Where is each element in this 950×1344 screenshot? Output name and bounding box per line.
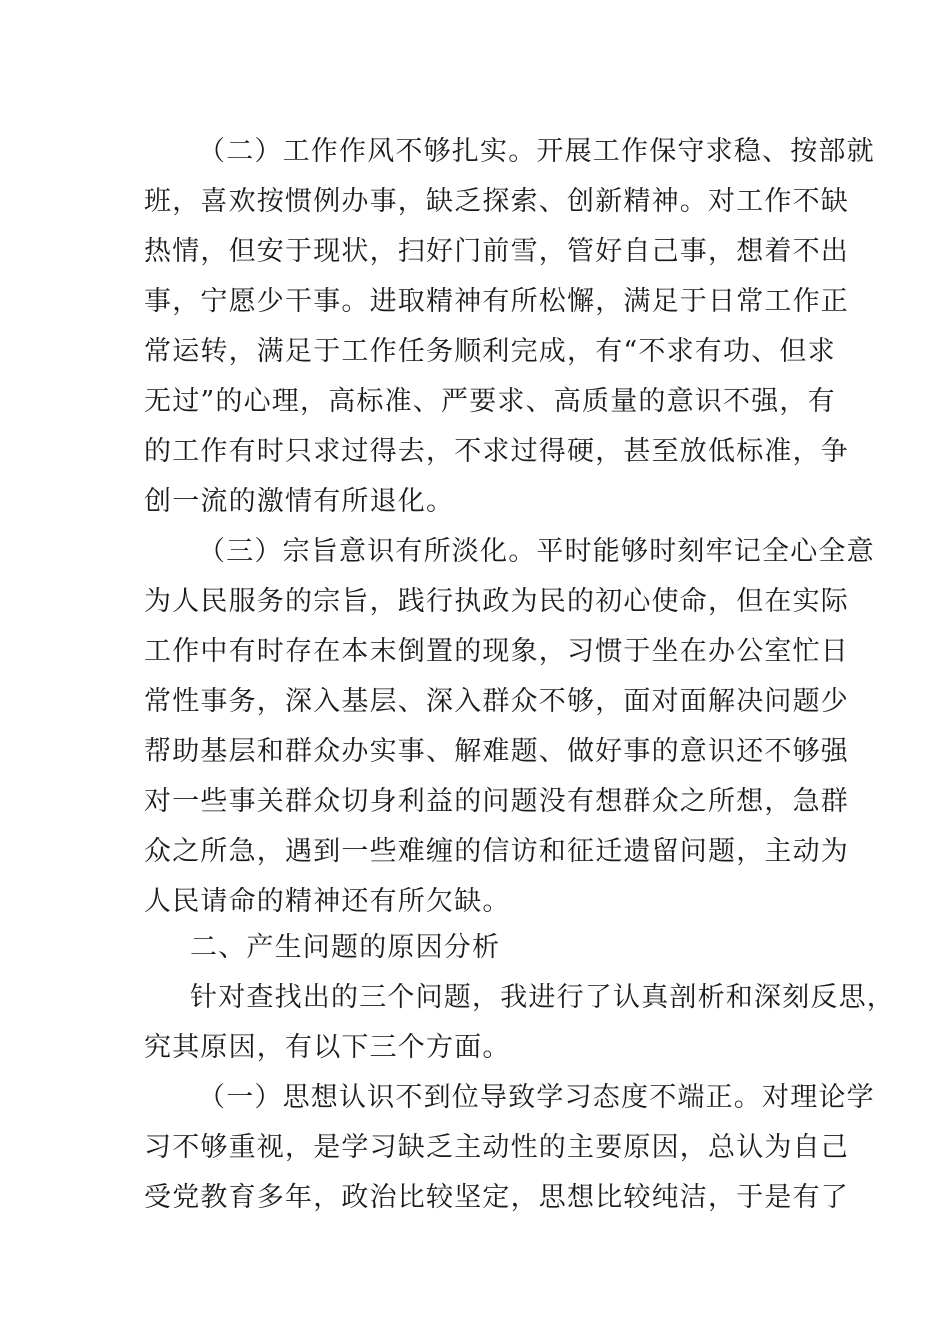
paragraph-line: 常性事务，深入基层、深入群众不够，面对面解决问题少 [144, 686, 849, 717]
paragraph-line: 人民请命的精神还有所欠缺。 [144, 886, 511, 917]
paragraph-line: 究其原因，有以下三个方面。 [144, 1032, 511, 1063]
paragraph-line: 创一流的激情有所退化。 [144, 486, 455, 517]
paragraph-line: 众之所急，遇到一些难缠的信访和征迁遗留问题，主动为 [144, 836, 849, 867]
paragraph-line: （一）思想认识不到位导致学习态度不端正。对理论学 [198, 1082, 875, 1113]
paragraph-line: 对一些事关群众切身利益的问题没有想群众之所想，急群 [144, 786, 849, 817]
paragraph-line: 常运转，满足于工作任务顺利完成，有“不求有功、但求 [144, 336, 836, 367]
paragraph-line: （二）工作作风不够扎实。开展工作保守求稳、按部就 [198, 136, 875, 167]
paragraph-line: 针对查找出的三个问题，我进行了认真剖析和深刻反思， [190, 982, 895, 1013]
paragraph-line: 热情，但安于现状，扫好门前雪，管好自己事，想着不出 [144, 236, 849, 267]
paragraph-line: 无过”的心理，高标准、严要求、高质量的意识不强，有 [144, 386, 836, 417]
paragraph-line: 为人民服务的宗旨，践行执政为民的初心使命，但在实际 [144, 586, 849, 617]
section-heading: 二、产生问题的原因分析 [190, 932, 501, 963]
paragraph-line: 的工作有时只求过得去，不求过得硬，甚至放低标准，争 [144, 436, 849, 467]
paragraph-line: 习不够重视，是学习缺乏主动性的主要原因，总认为自己 [144, 1132, 849, 1163]
paragraph-line: 工作中有时存在本末倒置的现象，习惯于坐在办公室忙日 [144, 636, 849, 667]
paragraph-line: （三）宗旨意识有所淡化。平时能够时刻牢记全心全意 [198, 536, 875, 567]
paragraph-line: 事，宁愿少干事。进取精神有所松懈，满足于日常工作正 [144, 286, 849, 317]
paragraph-line: 班，喜欢按惯例办事，缺乏探索、创新精神。对工作不缺 [144, 186, 849, 217]
paragraph-line: 帮助基层和群众办实事、解难题、做好事的意识还不够强 [144, 736, 849, 767]
paragraph-line: 受党教育多年，政治比较坚定，思想比较纯洁，于是有了 [144, 1182, 849, 1213]
